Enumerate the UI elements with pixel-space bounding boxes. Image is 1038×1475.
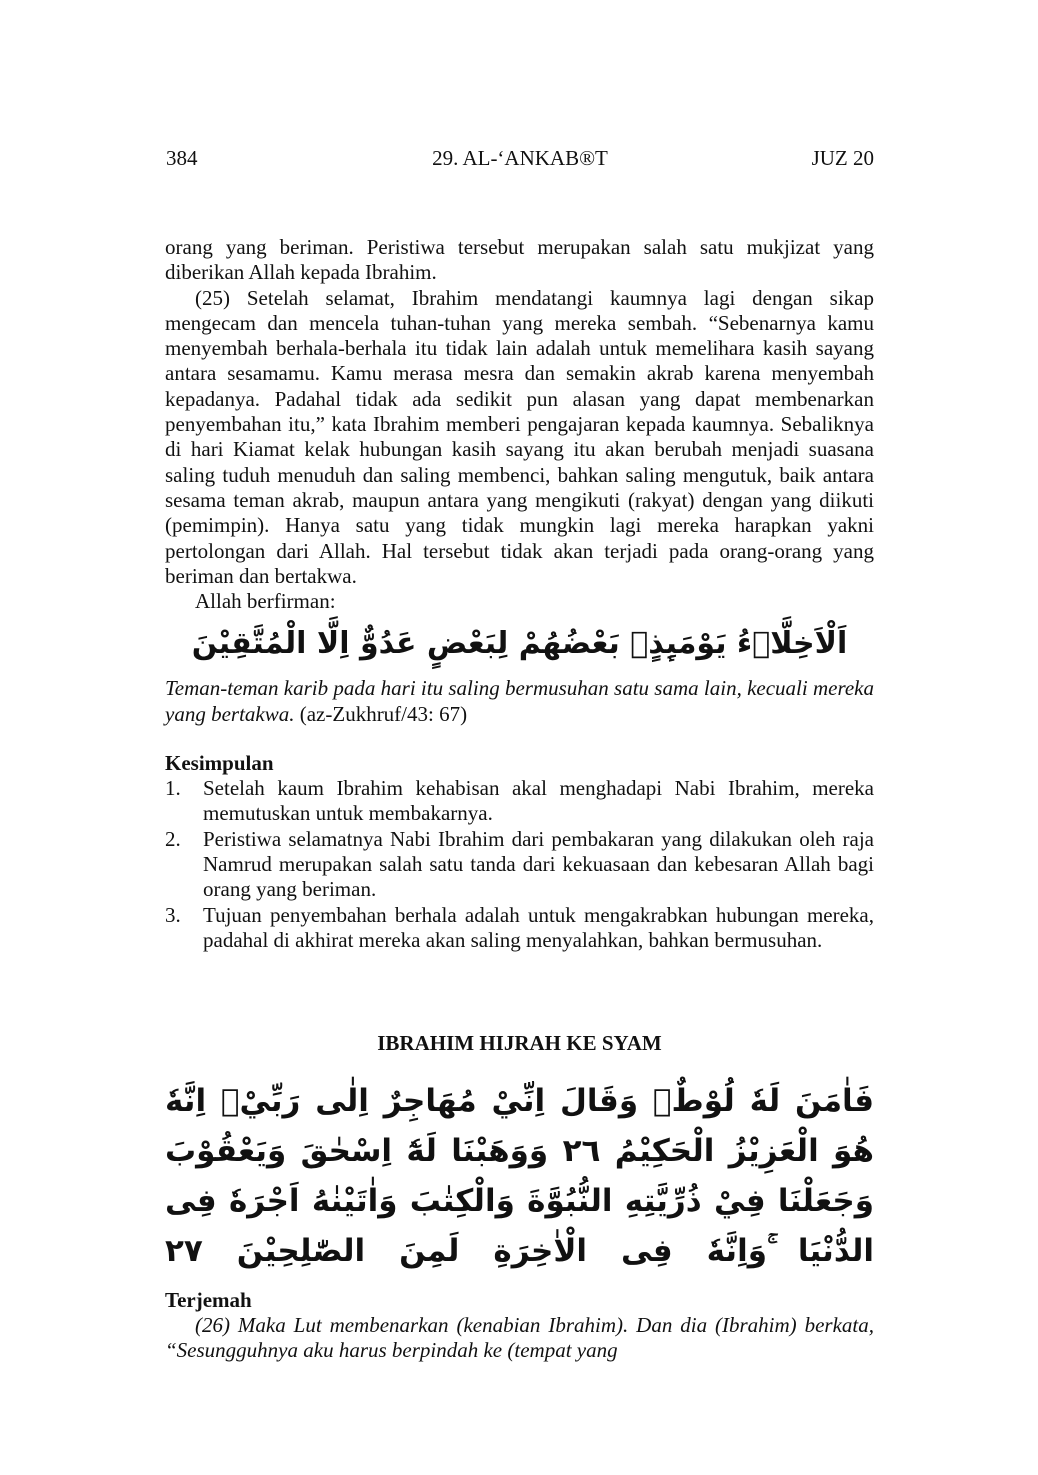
list-item bbox=[165, 903, 874, 954]
section-title: IBRAHIM HIJRAH KE SYAM bbox=[377, 1031, 662, 1056]
quran-verse-arabic: اَلْاَخِلَّاۤءُ يَوْمَىِٕذٍۢ بَعْضُهُمْ لِبَعْضٍ عَدُوٌّ اِلَّا الْمُتَّقِيْنَ bbox=[191, 626, 848, 662]
list-item-text: Setelah kaum Ibrahim kehabisan akal menghadapi Nabi Ibrahim, mereka memutuskan untuk membakarnya. bbox=[203, 776, 874, 826]
list-item-text: Tujuan penyembahan berhala adalah untuk mengakrabkan hubungan mereka, padahal di akhirat mereka akan saling menyalahkan, bahkan bermusuhan. bbox=[203, 902, 874, 952]
terjemah-text: (26) Maka Lut membenarkan (kenabian Ibrahim). Dan dia (Ibrahim) berkata, “Sesungguhnya aku harus berpindah ke (tempat yang bbox=[165, 1313, 874, 1363]
juz-label: JUZ 20 bbox=[811, 146, 874, 170]
list-item-text: Peristiwa selamatnya Nabi Ibrahim dari pembakaran yang dilakukan oleh raja Namrud merupakan salah satu tanda dari kekuasaan dan kebesaran Allah bagi orang yang beriman. bbox=[203, 826, 874, 902]
list-item bbox=[165, 776, 874, 827]
quran-verses-26-27 bbox=[165, 1076, 874, 1276]
list-item-number: 1. bbox=[165, 776, 181, 801]
arabic-line-2: وَجَعَلْنَا فِيْ ذُرِّيَّتِهِ النُّبُوَّةَ وَالْكِتٰبَ وَاٰتَيْنٰهُ اَجْرَهٗ فِى الدُّنْيَا ۚوَاِنَّهٗ فِى الْاٰخِرَةِ لَمِنَ الصّٰلِحِيْنَ ٢٧ bbox=[165, 1183, 874, 1270]
paragraph-verse-25: (25) Setelah selamat, Ibrahim mendatangi kaumnya lagi dengan sikap mengecam dan mencela tuhan-tuhan yang mereka sembah. “Sebenarnya kamu menyembah berhala-berhala itu tidak lain adalah untuk memelihara kasih sayang antara sesamamu. Kamu merasa mesra dan semakin akrab karena menyembah kepadanya. Padahal tidak ada sedikit pun alasan yang dapat membenarkan penyembahan itu,” kata Ibrahim memberi pengajaran kepada kaumnya. Sebaliknya di hari Kiamat kelak hubungan kasih sayang itu akan berubah menjadi suasana saling tuduh menuduh dan saling membenci, bahkan saling mengutuk, baik antara sesama teman akrab, maupun antara yang mengikuti (rakyat) dengan yang diikuti (pemimpin). Hanya satu yang tidak mungkin lagi mereka harapkan yakni pertolongan dari Allah. Hal tersebut tidak akan terjadi pada orang-orang yang beriman dan bertakwa. bbox=[165, 285, 874, 588]
surah-title: 29. AL-‘ANKAB®T bbox=[432, 146, 608, 170]
page-header bbox=[166, 146, 874, 170]
page-body bbox=[165, 235, 874, 1364]
page-number: 384 bbox=[166, 146, 198, 170]
conclusion-list bbox=[165, 776, 874, 953]
verse-translation-text: Teman-teman karib pada hari itu saling bermusuhan satu sama lain, kecuali mereka yang bertakwa. bbox=[165, 676, 874, 726]
list-item-number: 2. bbox=[165, 826, 181, 851]
list-item-number: 3. bbox=[165, 902, 181, 927]
verse-reference: (az-Zukhruf/43: 67) bbox=[299, 701, 468, 726]
paragraph-allah-berfirman: Allah berfirman: bbox=[195, 589, 336, 614]
conclusion-heading: Kesimpulan bbox=[165, 751, 274, 776]
paragraph-continuation: orang yang beriman. Peristiwa tersebut merupakan salah satu mukjizat yang diberikan Allah kepada Ibrahim. bbox=[165, 235, 874, 285]
list-item bbox=[165, 827, 874, 903]
terjemah-heading: Terjemah bbox=[165, 1288, 252, 1313]
verse-translation bbox=[165, 676, 874, 727]
arabic-line-1: فَاٰمَنَ لَهٗ لُوْطٌۘ وَقَالَ اِنِّيْ مُهَاجِرٌ اِلٰى رَبِّيْۗ اِنَّهٗ هُوَ الْعَزِيْزُ الْحَكِيْمُ ٢٦ وَوَهَبْنَا لَهٗٓ اِسْحٰقَ وَيَعْقُوْبَ bbox=[165, 1083, 874, 1170]
